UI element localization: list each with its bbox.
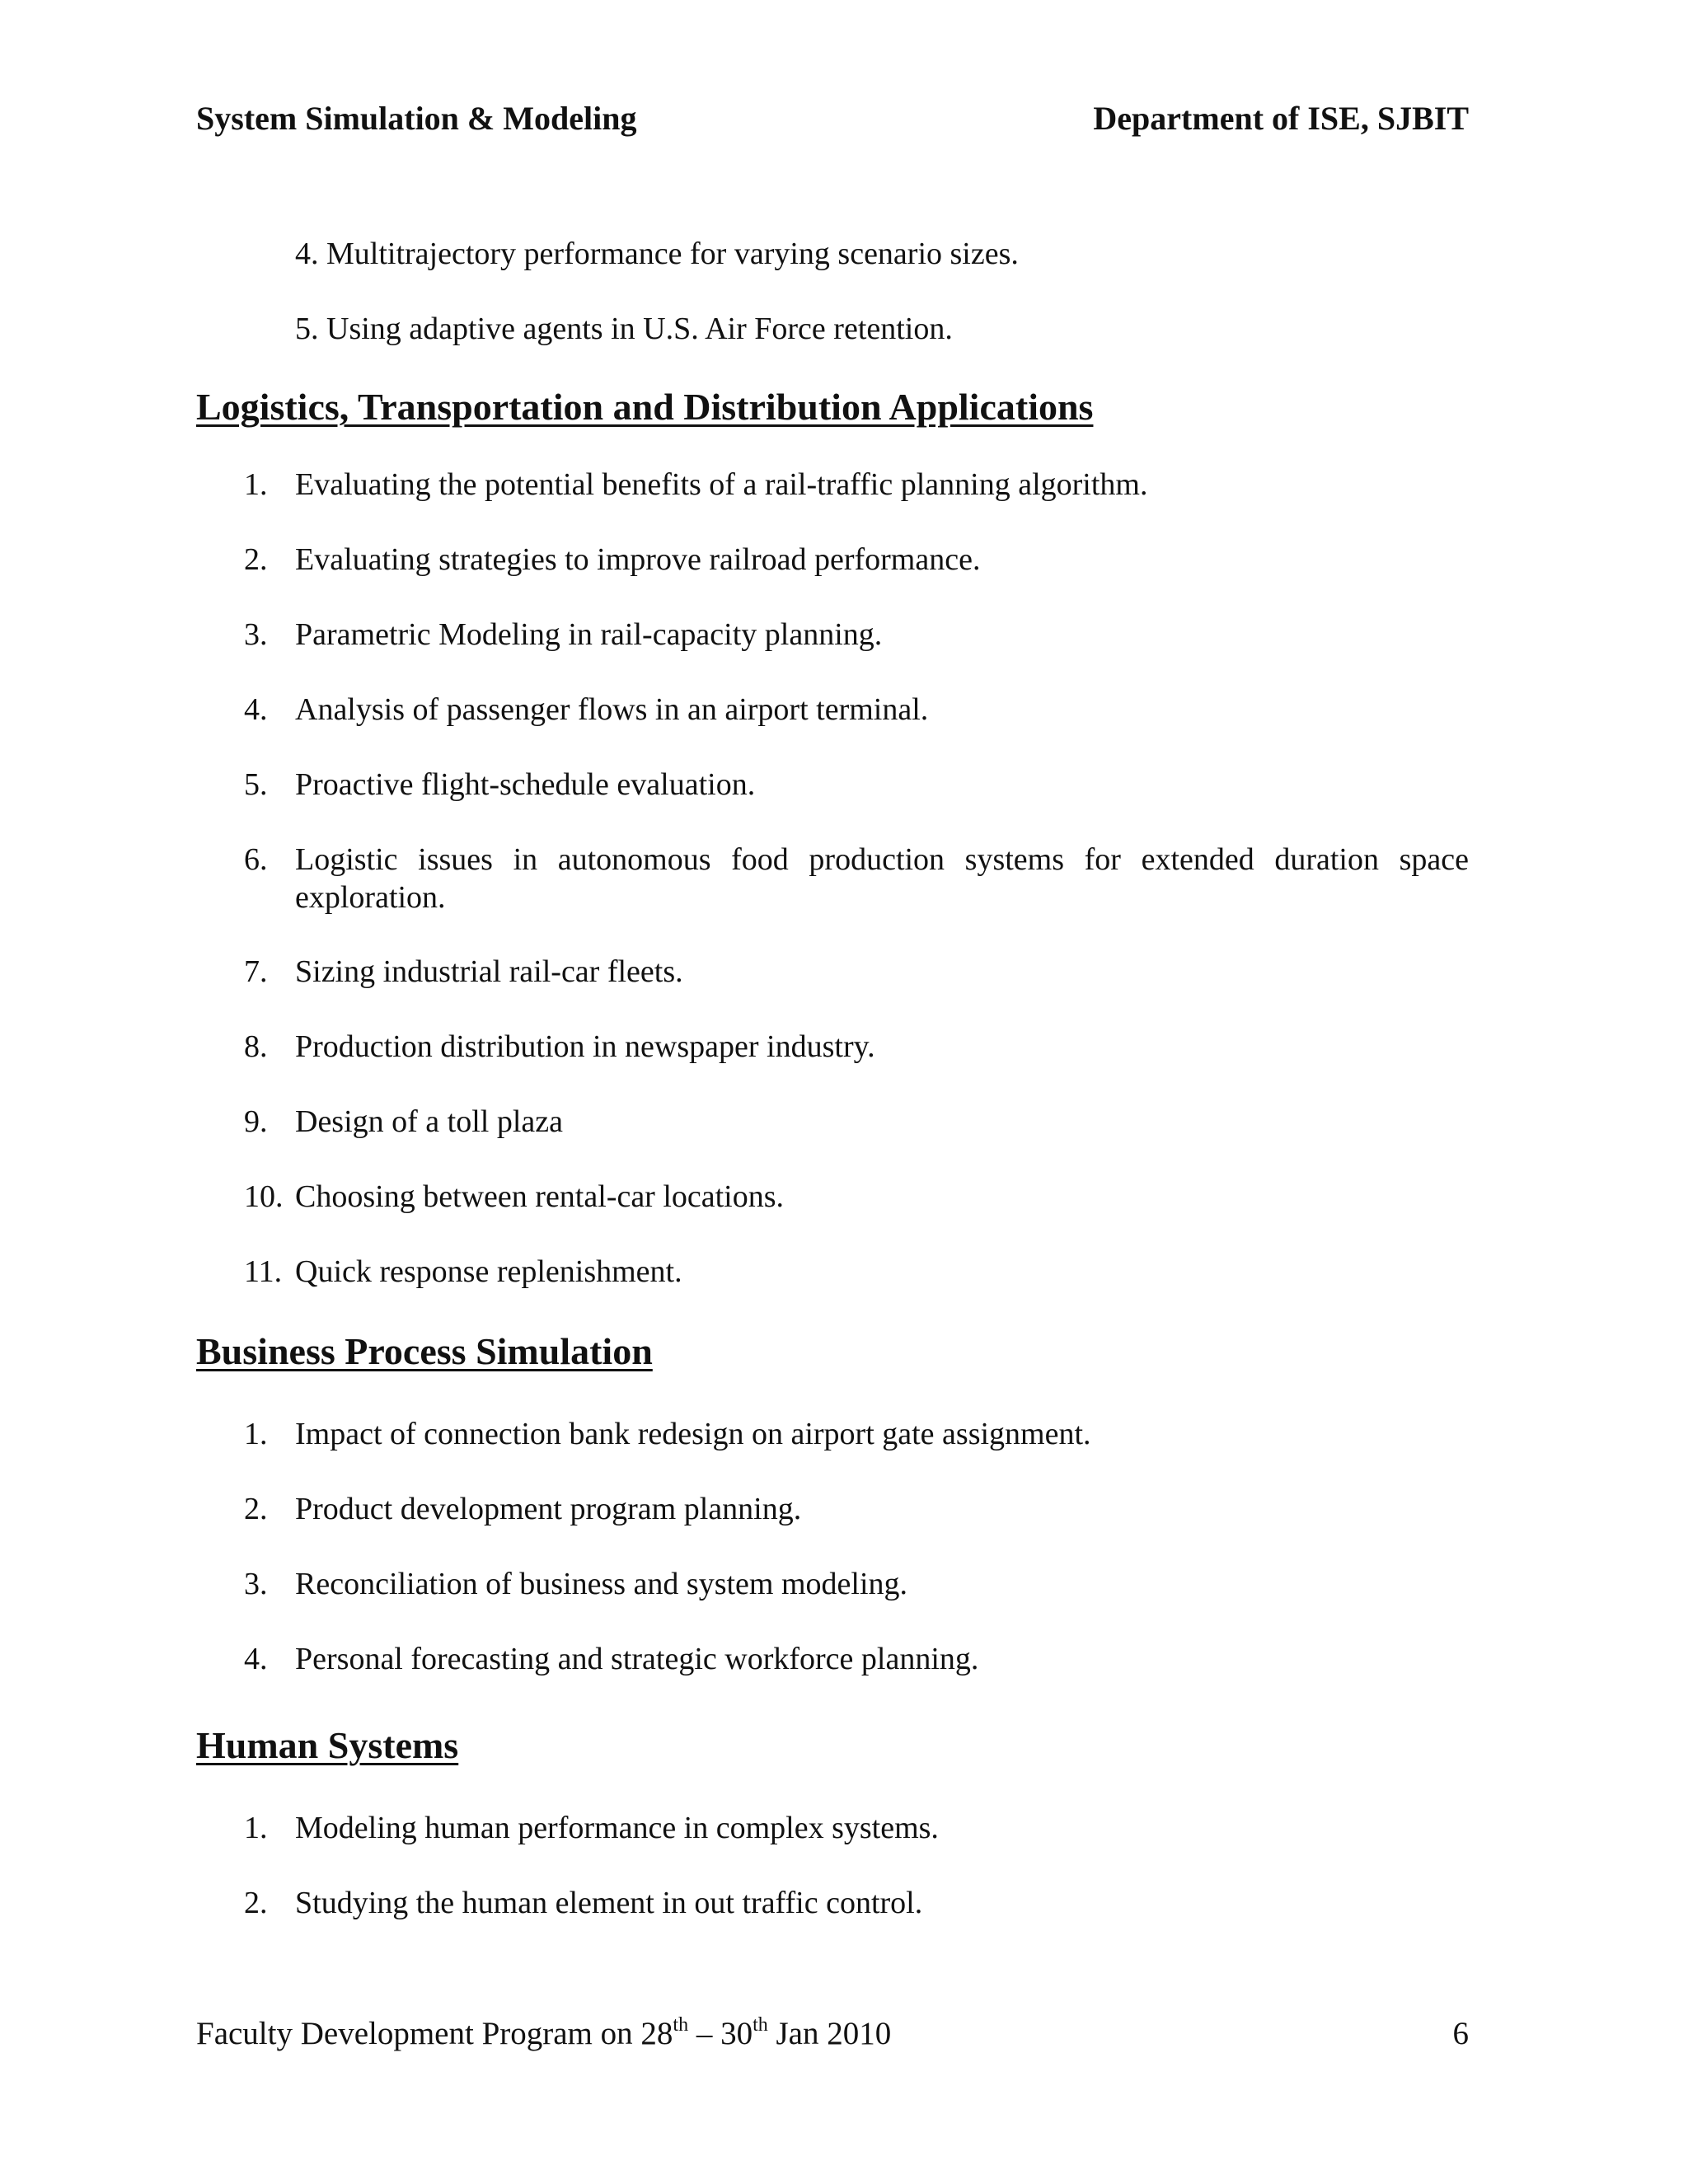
item-number: 5.: [244, 767, 268, 802]
item-text: Studying the human element in out traffic control.: [295, 1886, 923, 1920]
item-text: Quick response replenishment.: [295, 1254, 682, 1289]
item-number: 1.: [244, 1811, 268, 1845]
item-text: Analysis of passenger flows in an airport terminal.: [295, 692, 929, 727]
section-heading: Logistics, Transportation and Distribution Applications: [196, 386, 1094, 428]
item-text: Personal forecasting and strategic workforce planning.: [295, 1642, 979, 1676]
item-text: Choosing between rental-car locations.: [295, 1179, 785, 1214]
item-text: Design of a toll plaza: [295, 1104, 564, 1139]
continued-item: 4. Multitrajectory performance for varying scenario sizes.: [295, 237, 1019, 271]
item-number: 10.: [244, 1179, 284, 1214]
footer-prefix: Faculty Development Program on 28: [196, 2016, 673, 2051]
item-number: 4.: [244, 692, 268, 727]
item-text: Logistic issues in autonomous food production systems for extended duration space exploration.: [295, 842, 1469, 915]
footer-sup-start: th: [673, 2014, 689, 2036]
footer-suffix: Jan 2010: [767, 2016, 892, 2051]
header-course-title: System Simulation & Modeling: [196, 100, 637, 137]
continued-item: 5. Using adaptive agents in U.S. Air Force retention.: [295, 312, 953, 346]
item-number: 1.: [244, 1417, 268, 1451]
item-number: 4.: [244, 1642, 268, 1676]
footer-event: [196, 2014, 891, 2054]
item-text: Sizing industrial rail-car fleets.: [295, 954, 683, 989]
item-text: Parametric Modeling in rail-capacity planning.: [295, 617, 883, 652]
item-number: 7.: [244, 954, 268, 989]
item-number: 8.: [244, 1029, 268, 1064]
item-number: 2.: [244, 542, 268, 577]
item-number: 3.: [244, 617, 268, 652]
section-heading: Business Process Simulation: [196, 1330, 653, 1372]
item-text: Modeling human performance in complex systems.: [295, 1811, 939, 1845]
item-text: Evaluating strategies to improve railroad performance.: [295, 542, 981, 577]
item-number: 6.: [244, 842, 268, 877]
item-text: Reconciliation of business and system modeling.: [295, 1567, 908, 1601]
item-text: Product development program planning.: [295, 1492, 802, 1526]
item-text: Production distribution in newspaper industry.: [295, 1029, 875, 1064]
page-number: 6: [1452, 2016, 1469, 2051]
item-text: Impact of connection bank redesign on airport gate assignment.: [295, 1417, 1091, 1451]
footer-sup-end: th: [753, 2014, 768, 2036]
item-number: 2.: [244, 1492, 268, 1526]
footer-middle: – 30: [688, 2016, 753, 2051]
item-text: Evaluating the potential benefits of a rail-traffic planning algorithm.: [295, 467, 1148, 502]
item-number: 1.: [244, 467, 268, 502]
item-text: Proactive flight-schedule evaluation.: [295, 767, 756, 802]
item-number: 3.: [244, 1567, 268, 1601]
header-department: Department of ISE, SJBIT: [1093, 100, 1469, 137]
item-number: 9.: [244, 1104, 268, 1139]
section-heading: Human Systems: [196, 1724, 459, 1766]
item-number: 11.: [244, 1254, 283, 1289]
item-number: 2.: [244, 1886, 268, 1920]
